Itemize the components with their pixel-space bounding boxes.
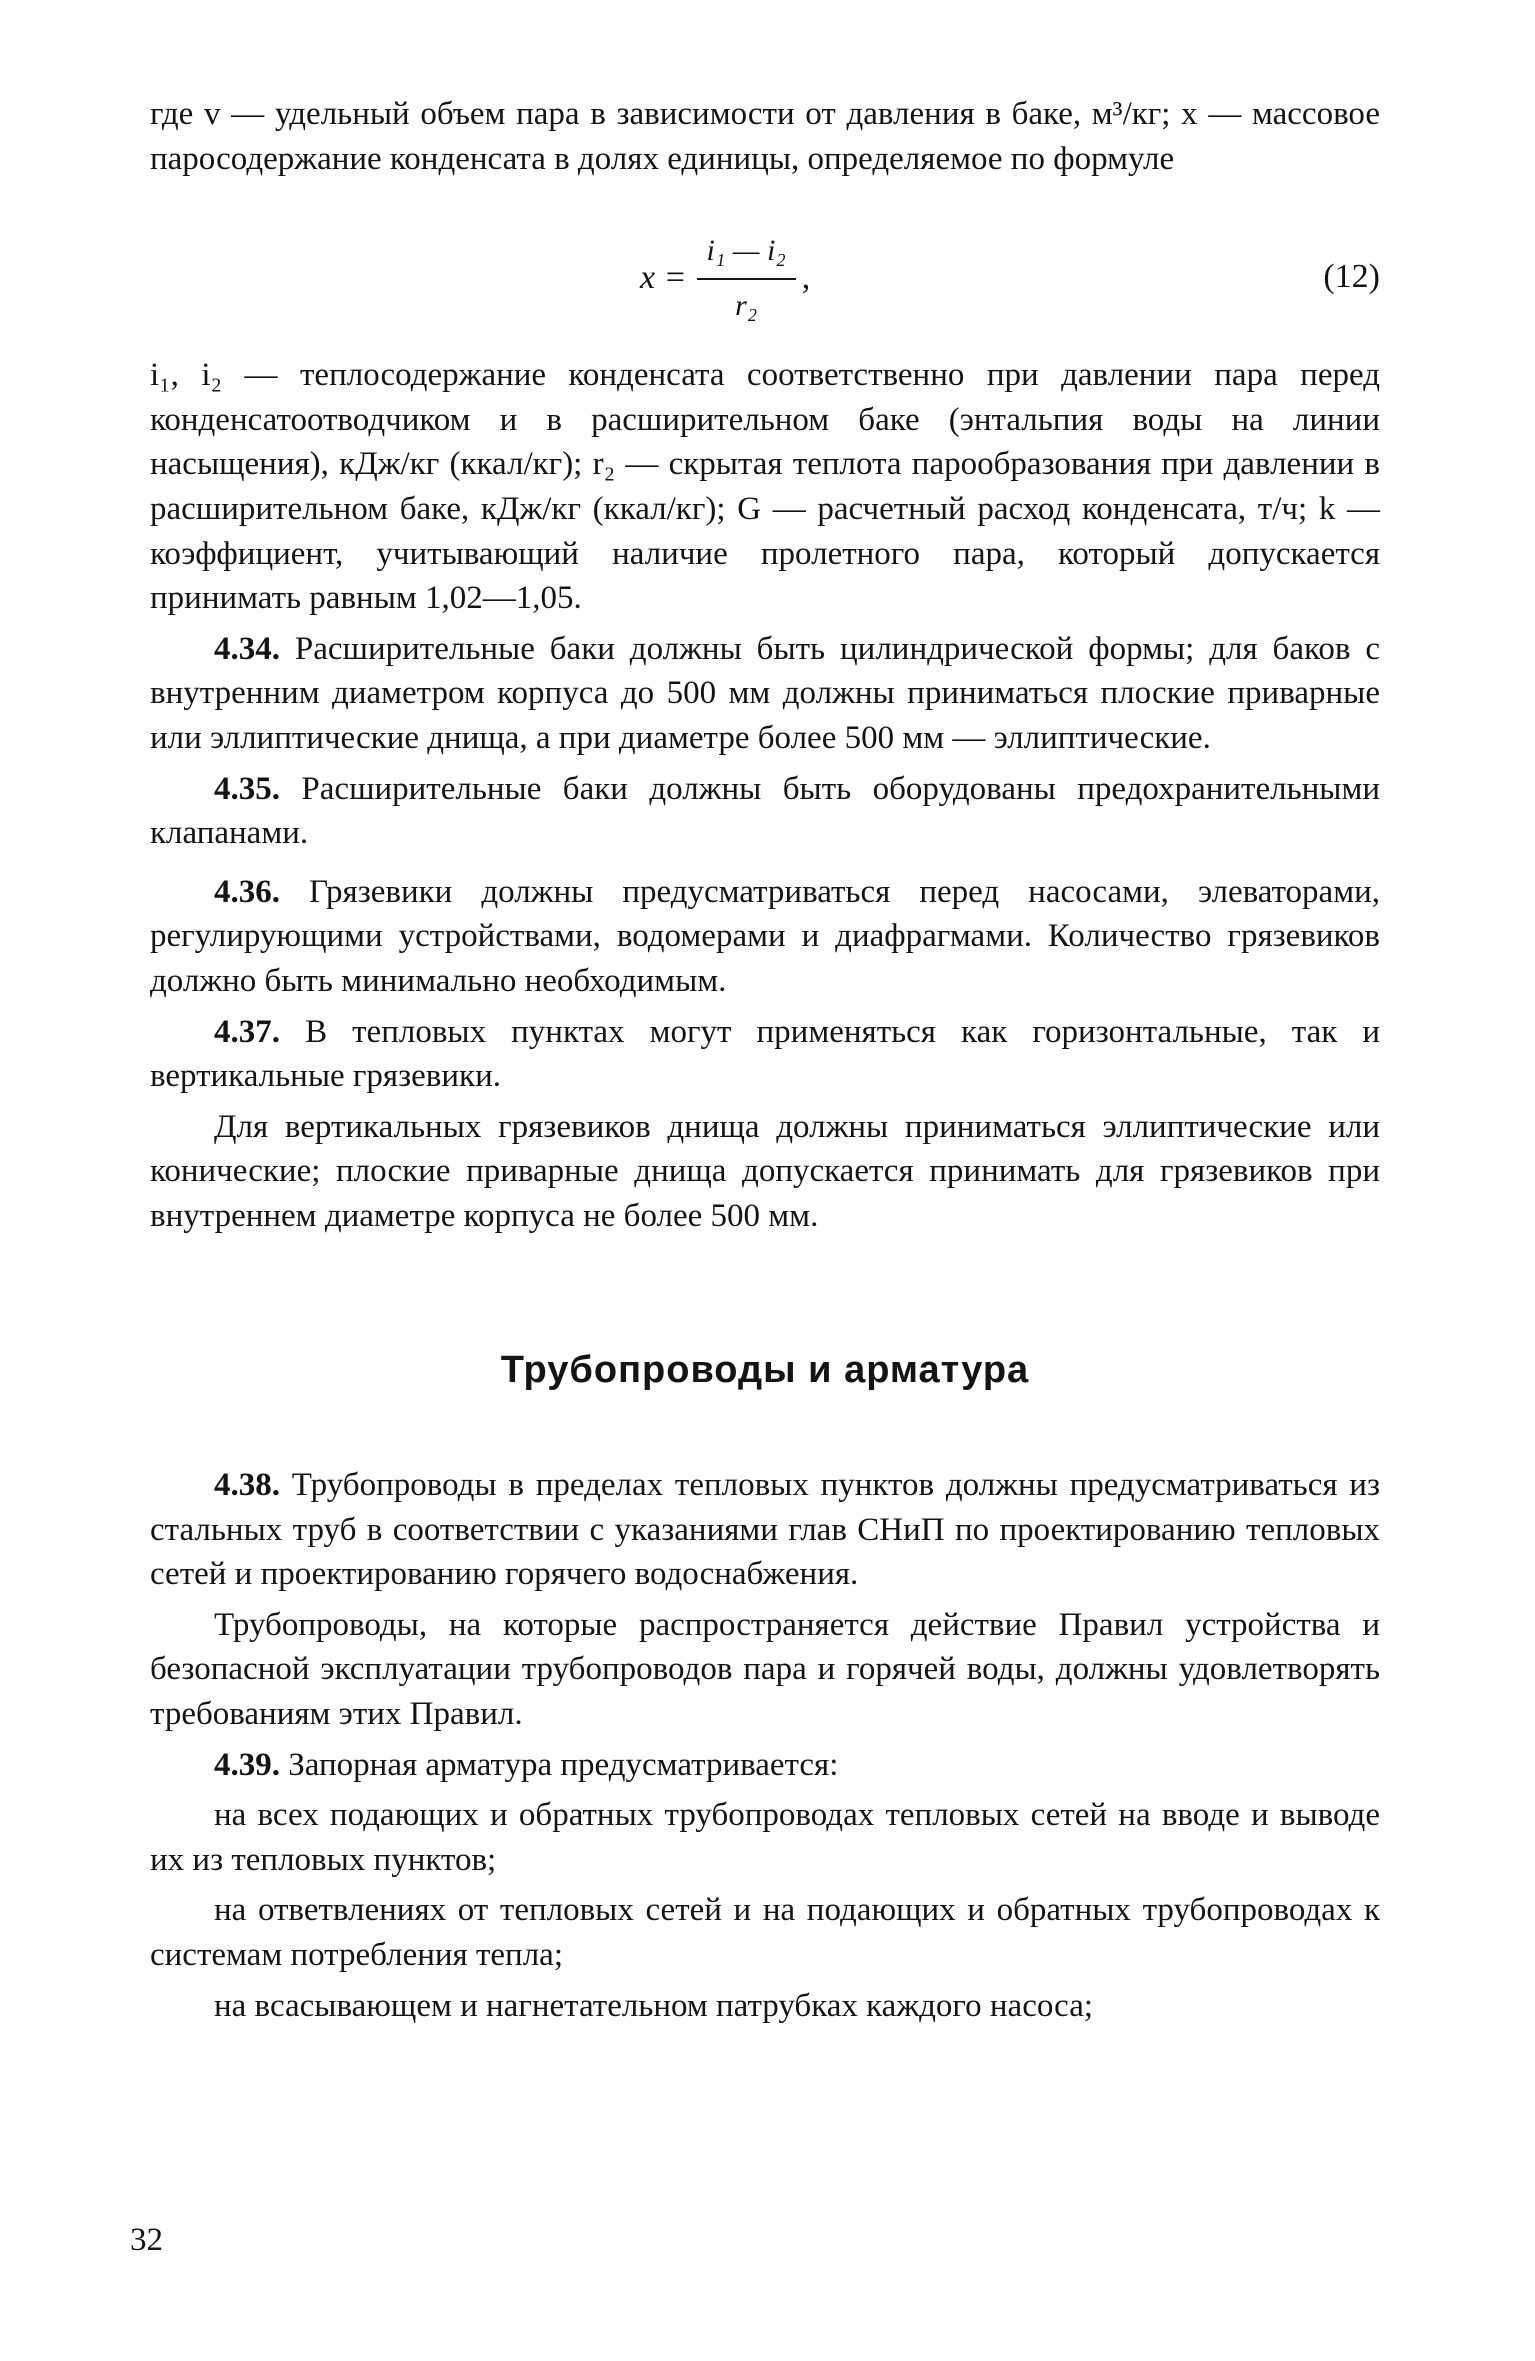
clause-number: 4.36.: [214, 873, 280, 910]
page-body: [150, 92, 1380, 2028]
formula-expression: [640, 229, 810, 328]
clause-4-39: [150, 1743, 1380, 1788]
paragraph-variables: i₁, i₂ — теплосодержание конденсата соответственно при давлении пара перед конденсатоотводчиком и в расширительном баке (энтальпия воды на линии насыщения), кДж/кг (ккал/кг); r₂ — скрытая теплота парообразования при давлении в расширительном баке, кДж/кг (ккал/кг); G — расчетный расход конденсата, т/ч; k — коэффициент, учитывающий наличие пролетного пара, который допускается принимать равным 1,02—1,05.: [150, 357, 1380, 617]
list-item: на ответвлениях от тепловых сетей и на подающих и обратных трубопроводах к системам потребления тепла;: [150, 1892, 1380, 1973]
formula-number: (12): [1323, 258, 1380, 296]
clause-4-36: [150, 870, 1380, 1004]
clause-text: Грязевики должны предусматриваться перед насосами, элеваторами, регулирующими устройствами, водомерами и диафрагмами. Количество грязевиков должно быть минимально необходимым.: [150, 873, 1380, 999]
clause-text: Расширительные баки должны быть оборудованы предохранительными клапанами.: [150, 770, 1380, 852]
clause-number: 4.35.: [214, 770, 280, 807]
formula-trail: ,: [801, 259, 811, 297]
clause-4-34: [150, 627, 1380, 761]
list-item: на всех подающих и обратных трубопроводах тепловых сетей на вводе и выводе их из тепловых пунктов;: [150, 1797, 1380, 1878]
clause-number: 4.34.: [214, 630, 280, 667]
formula-numerator: i₁ — i₂: [697, 229, 796, 280]
clause-4-35: [150, 767, 1380, 856]
clause-4-38: [150, 1463, 1380, 1597]
clause-4-37-paragraph-2: Для вертикальных грязевиков днища должны приниматься эллиптические или конические; плоские приварные днища допускается принимать для грязевиков при внутреннем диаметре корпуса не более 500 мм.: [150, 1108, 1380, 1234]
list-item: на всасывающем и нагнетательном патрубках каждого насоса;: [214, 1987, 1094, 2024]
clause-text: В тепловых пунктах могут применяться как горизонтальные, так и вертикальные грязевики.: [150, 1013, 1380, 1095]
formula-fraction: [697, 229, 796, 328]
paragraph-definitions: где v — удельный объем пара в зависимости от давления в баке, м³/кг; x — массовое паросодержание конденсата в долях единицы, определяемое по формуле: [150, 96, 1380, 177]
clause-number: 4.38.: [214, 1467, 280, 1504]
clause-number: 4.39.: [214, 1746, 280, 1783]
formula-denominator: r₂: [735, 288, 758, 322]
clause-text: Расширительные баки должны быть цилиндрической формы; для баков с внутренним диаметром корпуса до 500 мм должны приниматься плоские приварные или эллиптические днища, а при диаметре более 500 мм — эллиптические.: [150, 630, 1380, 756]
formula-12: [150, 211, 1380, 331]
page-number: 32: [130, 2222, 163, 2258]
clause-4-38-paragraph-2: Трубопроводы, на которые распространяется действие Правил устройства и безопасной эксплуатации трубопроводов пара и горячей воды, должны удовлетворять требованиям этих Правил.: [150, 1606, 1380, 1733]
clause-text: Запорная арматура предусматривается:: [280, 1746, 839, 1783]
clause-text: Трубопроводы в пределах тепловых пунктов должны предусматриваться из стальных труб в соответствии с указаниями глав СНиП по проектированию тепловых сетей и проектированию горячего водоснабжения.: [150, 1467, 1380, 1593]
clause-4-37: [150, 1010, 1380, 1099]
clause-number: 4.37.: [214, 1013, 280, 1050]
formula-lhs: x =: [640, 259, 687, 297]
section-heading: Трубопроводы и арматура: [500, 1349, 1030, 1392]
